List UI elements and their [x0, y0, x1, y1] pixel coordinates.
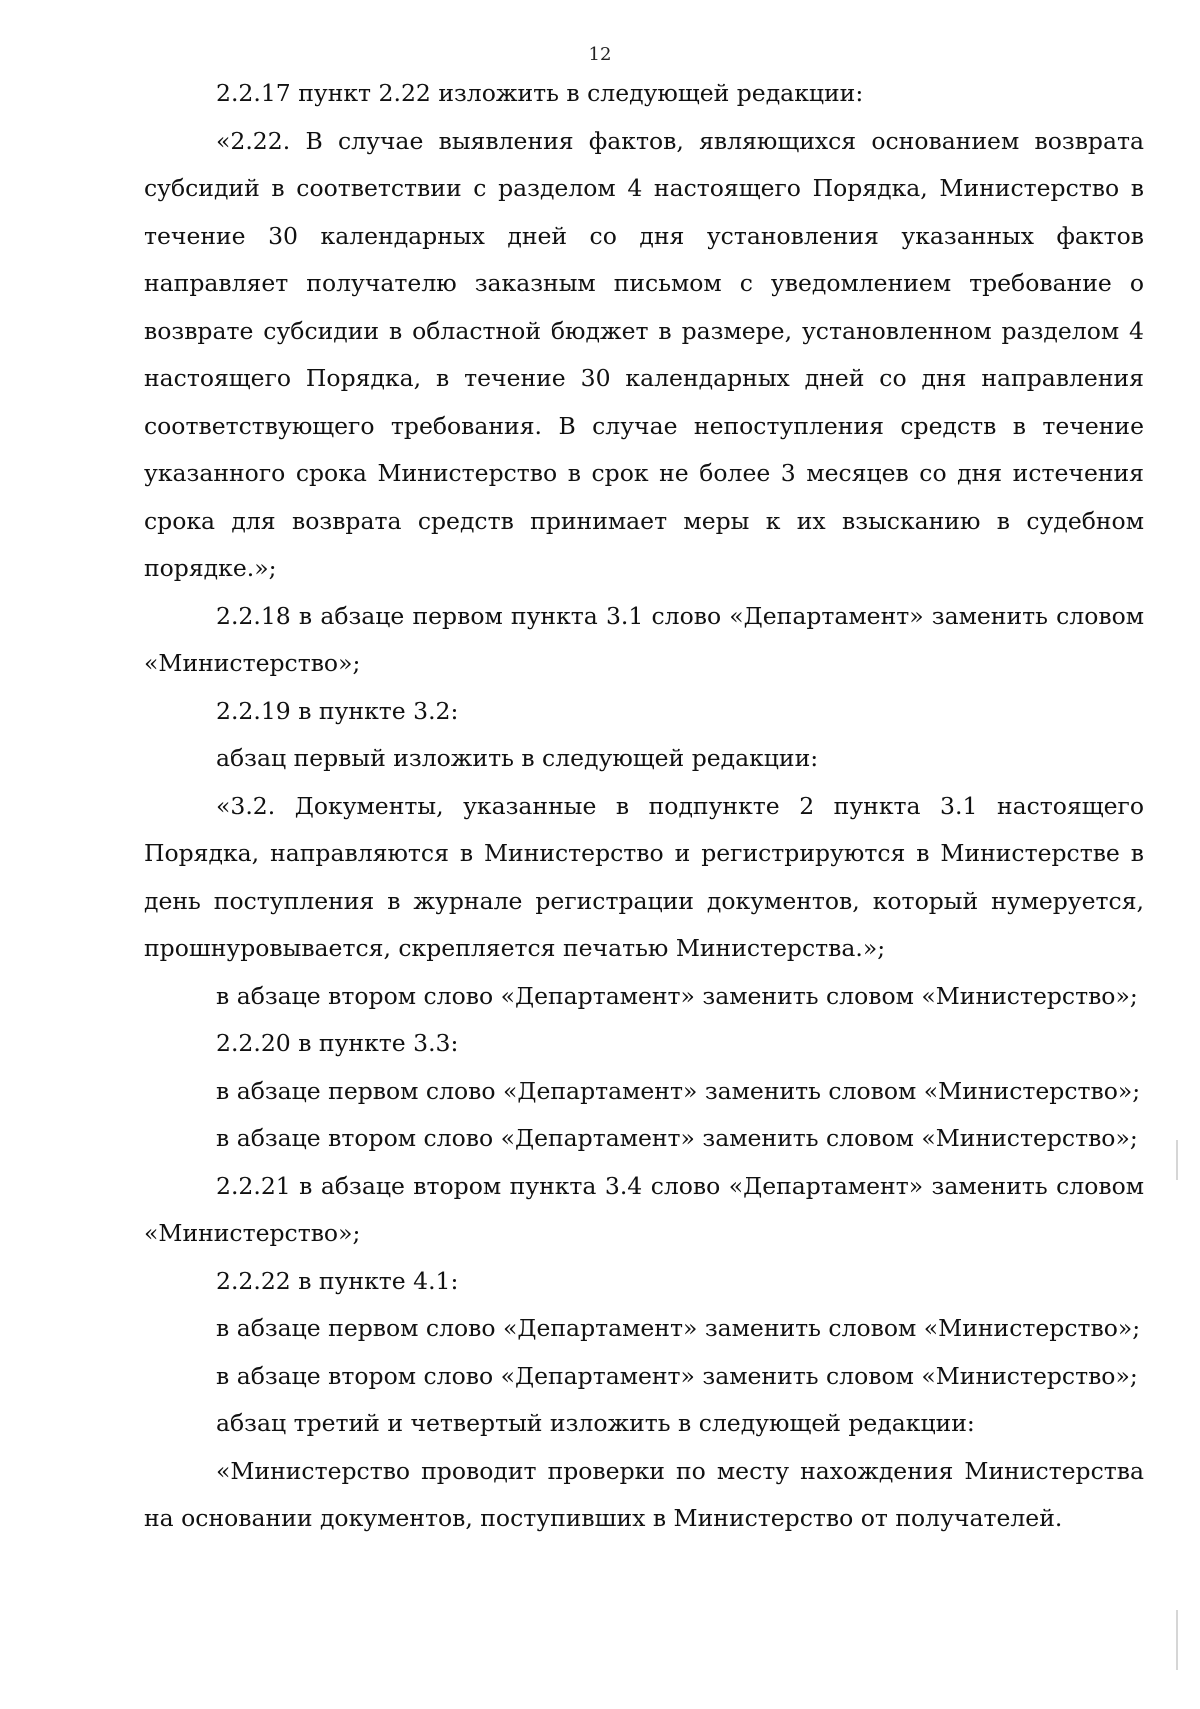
paragraph-2-2-20: 2.2.20 в пункте 3.3: — [216, 1029, 459, 1057]
page-number: 12 — [588, 44, 612, 65]
document-body — [144, 70, 1144, 1543]
paragraph-second-abzac-4-1: в абзаце втором слово «Департамент» заменить словом «Министерство»; — [216, 1361, 1138, 1390]
paragraph-second-abzac-3-2: в абзаце втором слово «Департамент» заменить словом «Министерство»; — [216, 981, 1138, 1010]
paragraph-2-2-18: 2.2.18 в абзаце первом пункта 3.1 слово «Департамент» заменить словом «Министерство»; — [144, 601, 1144, 677]
paragraph-abzac-first: абзац первый изложить в следующей редакции: — [216, 744, 819, 772]
paragraph-2-2-17: 2.2.17 пункт 2.22 изложить в следующей редакции: — [216, 79, 864, 107]
paragraph-2-2-22: 2.2.22 в пункте 4.1: — [216, 1266, 459, 1295]
scan-edge-mark — [1176, 1140, 1178, 1180]
paragraph-first-abzac-4-1: в абзаце первом слово «Департамент» заменить словом «Министерство»; — [216, 1314, 1141, 1342]
scan-edge-mark — [1176, 1610, 1178, 1670]
paragraph-quote-2-22: «2.22. В случае выявления фактов, являющихся основанием возврата субсидий в соответствии с разделом 4 настоящего Порядка, Министерство в течение 30 календарных дней со дня установления указанных фактов направляет получателю заказным письмом с уведомлением требование о возврате субсидии в областной бюджет в размере, установленном разделом 4 настоящего Порядка, в течение 30 календарных дней со дня направления соответствующего требования. В случае непоступления средств в течение указанного срока Министерство в срок не более 3 месяцев со дня истечения срока для возврата средств принимает меры к их взысканию в судебном порядке.»; — [144, 126, 1144, 582]
paragraph-2-2-21: 2.2.21 в абзаце втором пункта 3.4 слово «Департамент» заменить словом «Министерство»; — [144, 1171, 1144, 1247]
paragraph-quote-3-2: «3.2. Документы, указанные в подпункте 2 пункта 3.1 настоящего Порядка, направляются в Министерство и регистрируются в Министерстве в день поступления в журнале регистрации документов, который нумеруется, прошнуровывается, скрепляется печатью Министерства.»; — [144, 791, 1144, 962]
paragraph-third-fourth-abzac: абзац третий и четвертый изложить в следующей редакции: — [216, 1409, 975, 1437]
paragraph-first-abzac-3-3: в абзаце первом слово «Департамент» заменить словом «Министерство»; — [216, 1076, 1141, 1105]
paragraph-2-2-19: 2.2.19 в пункте 3.2: — [216, 696, 459, 725]
paragraph-quote-ministry-checks: «Министерство проводит проверки по месту нахождения Министерства на основании документов, поступивших в Министерство от получателей. — [144, 1456, 1144, 1532]
paragraph-second-abzac-3-3: в абзаце втором слово «Департамент» заменить словом «Министерство»; — [216, 1124, 1138, 1152]
